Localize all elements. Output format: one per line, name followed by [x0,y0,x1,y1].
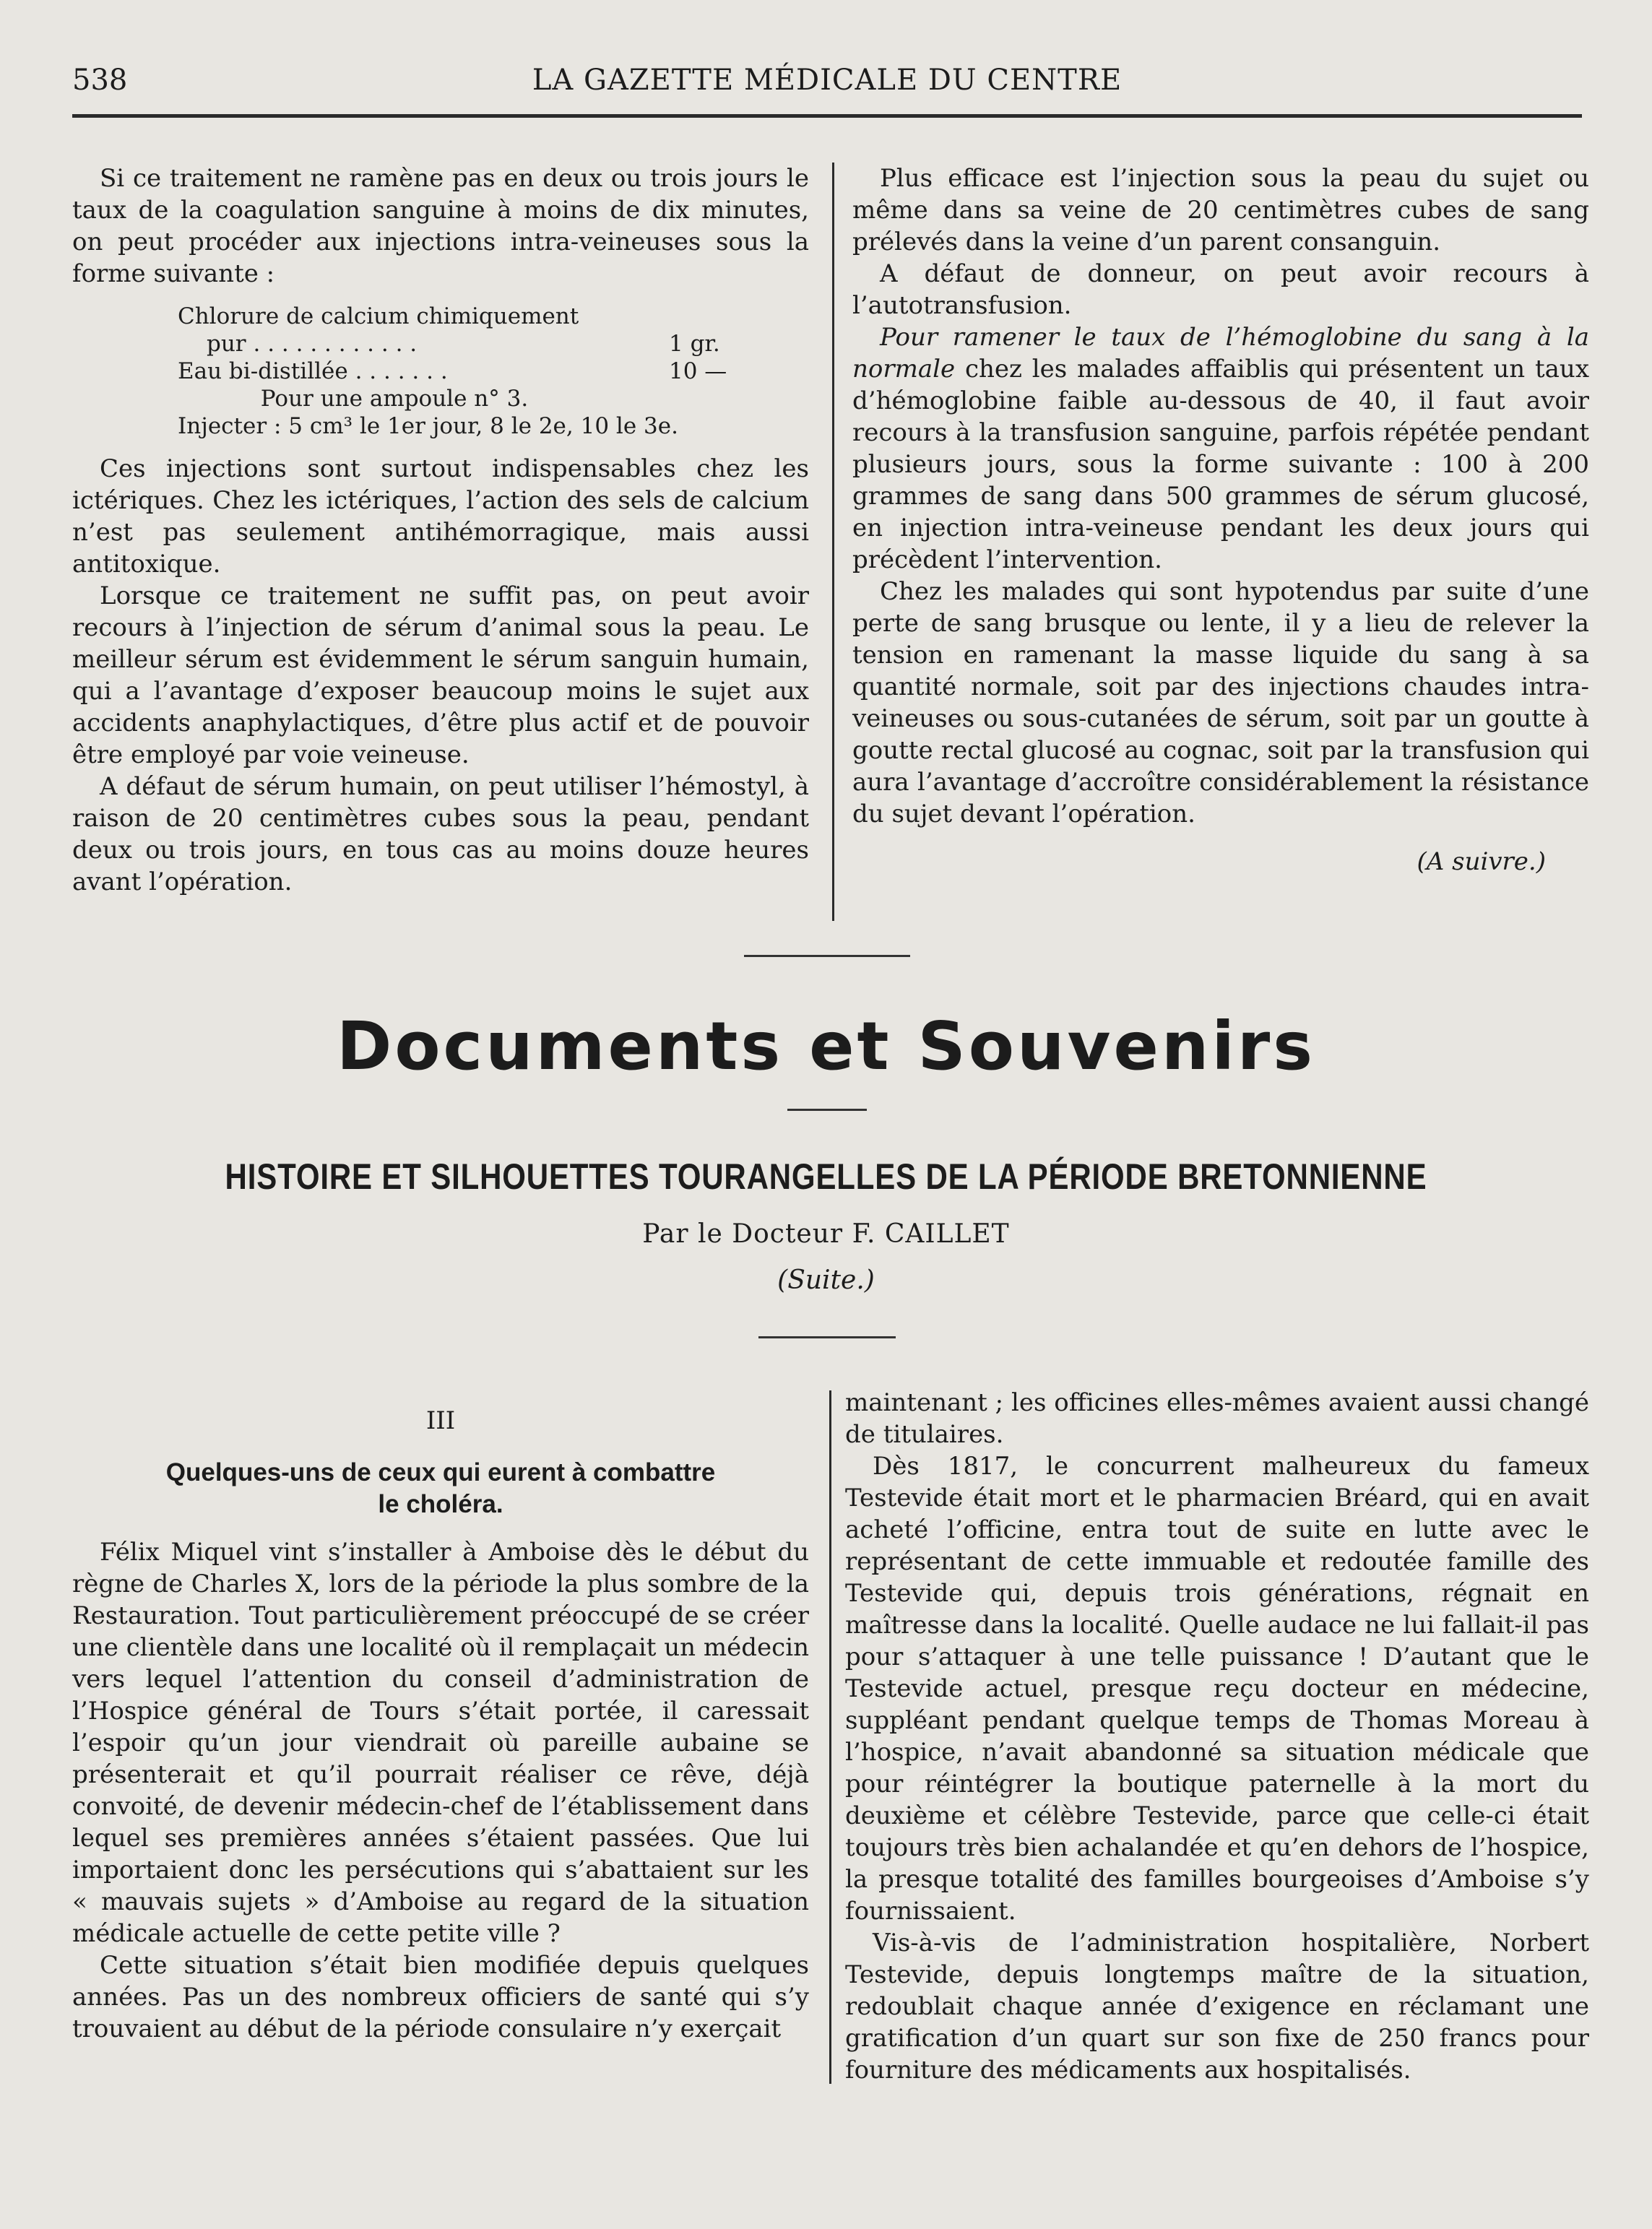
separator-rule [758,1336,896,1338]
to-be-continued: (A suivre.) [1417,847,1546,876]
recipe-line: Pour une ampoule n° 3. [260,386,529,412]
paragraph: Lorsque ce traitement ne suffit pas, on peut avoir recours à l’injection de sérum d’animal sous la peau. Le meilleur sérum est évidemment le sérum sanguin humain, qui a l’avantage d’exposer beaucoup moins le sujet aux accidents anaphylactiques, d’être plus actif et de pouvoir être employé par voie veineuse. [72,581,809,769]
chapter-title: Quelques-uns de ceux qui eurent à combattre le choléra. [165,1458,716,1518]
paragraph: maintenant ; les officines elles-mêmes avaient aussi changé de titulaires. [845,1388,1589,1449]
paragraph: Dès 1817, le concurrent malheureux du fameux Testevide était mort et le pharmacien Bréard, qui en avait acheté l’officine, entra tout de suite en lutte avec le représentant de cette immuable et redoutée famille des Testevide qui, depuis trois générations, régnait en maîtresse dans la localité. Quelle audace ne lui fallait-il pas pour s’attaquer à une telle puissance ! D’autant que le Testevide actuel, presque reçu docteur en médecine, suppléant pendant quelque temps de Thomas Moreau à l’hospice, n’avait abandonné sa situation médicale que pour réintégrer la boutique paternelle à la mort du deuxième et célèbre Testevide, parce que celle-ci était toujours très bien achalandée et qu’en dehors de l’hospice, la presque totalité des familles bourgeoises d’Amboise s’y fournissaient. [845,1452,1589,1926]
page-header [72,64,1582,107]
paragraph: Ces injections sont surtout indispensables chez les ictériques. Chez les ictériques, l’action des sels de calcium n’est pas seulement antihémorragique, mais aussi antitoxique. [72,454,809,579]
chapter-number: III [425,1406,456,1435]
paragraph: Vis-à-vis de l’administration hospitalière, Norbert Testevide, depuis longtemps maître de la situation, redoublait chaque année d’exigence en réclamant une gratification d’un quart sur son fixe de 250 francs pour fourniture des médicaments aux hospitalisés. [845,1929,1589,2085]
top-left-column [72,163,809,898]
paragraph: Si ce traitement ne ramène pas en deux ou trois jours le taux de la coagulation sanguine à moins de dix minutes, on peut procéder aux injections intra-veineuses sous la forme suivante : [72,164,809,288]
separator-rule [744,955,910,957]
top-right-column [852,163,1589,878]
paragraph: Félix Miquel vint s’installer à Amboise dès le début du règne de Charles X, lors de la période la plus sombre de la Restauration. Tout particulièrement préoccupé de se créer une clientèle dans une localité où il remplaçait un médecin vers lequel l’attention du conseil d’administration de l’Hospice général de Tours s’était portée, il caressait l’espoir qu’un jour viendrait où pareille aubaine se présenterait et qu’il pourrait réaliser ce rêve, déjà convoité, de devenir médecin-chef de l’établissement dans lequel ses premières années s’étaient passées. Que lui importaient donc les persécutions qui s’abattaient sur les « mauvais sujets » d’Amboise au regard de la situation médicale actuelle de cette petite ville ? [72,1538,809,1948]
recipe-quantity: 10 — [669,358,727,384]
recipe-item: Eau bi-distillée [178,358,348,384]
paragraph [852,321,1589,576]
separator-rule [787,1109,867,1111]
recipe-item: pur [207,331,246,357]
paragraph: A défaut de donneur, on peut avoir recours à l’autotransfusion. [852,259,1589,320]
recipe-quantity: 1 gr. [669,331,720,357]
page-number: 538 [72,64,128,97]
paragraph: Plus efficace est l’injection sous la peau du sujet ou même dans sa veine de 20 centimètres cubes de sang prélevés dans la veine d’un parent consanguin. [852,164,1589,256]
bottom-right-column [845,1387,1589,2086]
column-rule [832,163,834,921]
recipe-line: Chlorure de calcium chimiquement [178,303,579,329]
running-title: LA GAZETTE MÉDICALE DU CENTRE [532,64,1123,97]
paragraph-text: chez les malades affaiblis qui présentent un taux d’hémoglobine faible au-dessous de 40, il faut avoir recours à la transfusion sanguine, parfois répétée pendant plusieurs jours, sous la forme suivante : 100 à 200 grammes de sang dans 500 grammes de sérum glucosé, en injection intra-veineuse pendant les deux jours qui précèdent l’intervention. [852,355,1589,574]
recipe-line: Injecter : 5 cm³ le 1er jour, 8 le 2e, 10 le 3e. [178,413,678,439]
paragraph: Cette situation s’était bien modifiée depuis quelques années. Pas un des nombreux officiers de santé qui s’y trouvaient au début de la période consulaire n’y exerçait [72,1951,809,2043]
byline: Par le Docteur F. CAILLET [642,1219,1010,1249]
header-rule [72,114,1582,118]
article-title: HISTOIRE ET SILHOUETTES TOURANGELLES DE LA PÉRIODE BRETONNIENNE [225,1156,1427,1197]
section-title: Documents et Souvenirs [336,1008,1316,1085]
recipe-block [178,303,809,440]
recipe-line: pur . . . . . . . . . . . . 1 gr. [207,331,720,357]
paragraph: A défaut de sérum humain, on peut utiliser l’hémostyl, à raison de 20 centimètres cubes sous la peau, pendant deux ou trois jours, en tous cas au moins douze heures avant l’opération. [72,772,809,896]
paragraph: Chez les malades qui sont hypotendus par suite d’une perte de sang brusque ou lente, il y a lieu de relever la tension en ramenant la masse liquide du sang à sa quantité normale, soit par des injections chaudes intra-veineuses ou sous-cutanées de sérum, soit par un goutte à goutte rectal glucosé au cognac, soit par la transfusion qui aura l’avantage d’accroître considérablement la résistance du sujet devant l’opération. [852,577,1589,828]
bottom-left-column [72,1405,809,2045]
recipe-line: Eau bi-distillée . . . . . . . 10 — [178,358,727,384]
italic-phrase: Pour ramener le taux de l’hémoglobine du sang à la normale [852,323,1589,384]
column-rule [829,1390,831,2084]
suite-note: (Suite.) [777,1265,875,1295]
